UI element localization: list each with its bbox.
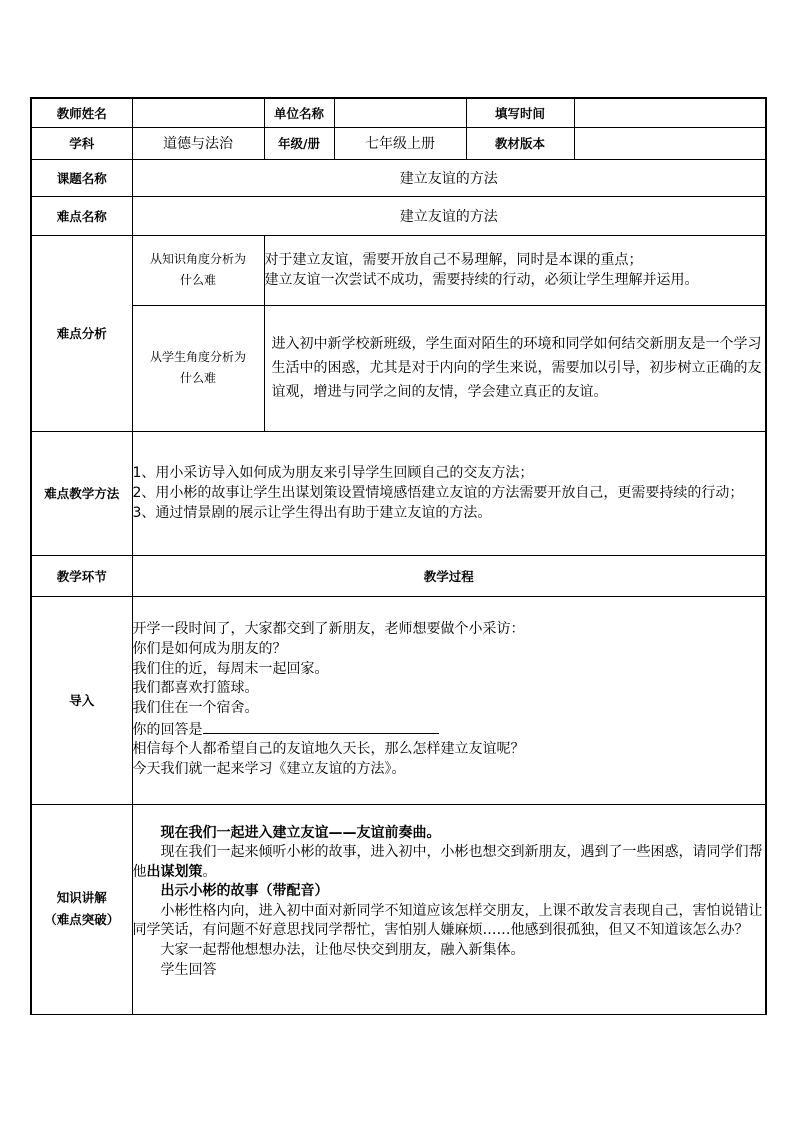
intro-line-5: 我们住在一个宿舍。 [132,700,259,716]
grade-label: 年级/册 [264,127,334,159]
methods-row [31,431,766,555]
knowledge-label [31,804,132,1014]
intro-line-3: 我们住的近，每周末一起回家。 [132,660,329,677]
knowledge-paragraph-1-text: 现在我们一起来倾听小彬的故事，进入初中，小彬也想交到新朋友，遇到了一些困惑，请同学们帮他 [132,844,763,880]
method-item-1: 1、用小采访导入如何成为朋友来引导学生回顾自己的交友方法； [132,465,534,481]
intro-content [132,596,766,804]
knowledge-angle-content [264,235,766,305]
topic-value: 建立友谊的方法 [132,159,766,196]
unit-name-label: 单位名称 [264,98,334,127]
knowledge-content [132,804,766,1014]
analysis-knowledge-row [31,235,766,305]
difficulty-label: 难点名称 [31,196,132,235]
methods-content [132,431,766,555]
teaching-process-header: 教学过程 [132,555,766,596]
edition-label: 教材版本 [466,127,574,159]
teacher-name-value[interactable] [132,98,264,127]
knowledge-angle-label-text: 从知识角度分析为什么难 [149,252,246,287]
knowledge-paragraph-1-end: 。 [202,863,217,880]
fill-date-value[interactable] [574,98,766,127]
unit-name-value[interactable] [334,98,466,127]
methods-label: 难点教学方法 [31,431,132,555]
lesson-plan-table [30,97,767,1015]
your-answer-label: 你的回答是 [132,721,203,738]
intro-line-8: 今天我们就一起来学习《建立友谊的方法》。 [132,761,406,778]
knowledge-heading-1: 现在我们一起进入建立友谊——友谊前奏曲。 [160,824,441,841]
answer-blank[interactable] [203,719,439,734]
intro-line-1: 开学一段时间了，大家都交到了新朋友，老师想要做个小采访： [132,621,525,638]
knowledge-angle-line-2: 建立友谊一次尝试不成功，需要持续的行动，必须让学生理解并运用。 [264,272,699,288]
analysis-student-row [31,305,766,431]
knowledge-paragraph-1-bold: 出谋划策 [146,863,203,880]
header-row-1 [31,98,766,127]
intro-label: 导入 [31,596,132,804]
intro-line-2: 你们是如何成为朋友的？ [132,640,287,657]
knowledge-angle-line-1: 对于建立友谊，需要开放自己不易理解，同时是本课的重点； [264,252,643,268]
knowledge-paragraph-3: 大家一起帮他想想办法，让他尽快交到朋友，融入新集体。 [160,942,525,959]
student-angle-label [132,305,264,431]
student-angle-label-text: 从学生角度分析为什么难 [149,350,246,385]
intro-line-4: 我们都喜欢打篮球。 [132,680,259,697]
subject-value: 道德与法治 [132,127,264,159]
grade-value: 七年级上册 [334,127,466,159]
knowledge-heading-2: 出示小彬的故事（带配音） [160,883,329,900]
topic-row [31,159,766,196]
knowledge-paragraph-2: 小彬性格内向，进入初中面对新同学不知道应该怎样交朋友，上课不敢发言表现自己，害怕说错让同学笑话，有问题不好意思找同学帮忙，害怕别人嫌麻烦……他感到很孤独，但又不知道该怎么办？ [132,902,763,939]
subject-label: 学科 [31,127,132,159]
difficulty-value: 建立友谊的方法 [132,196,766,235]
knowledge-label-line-1: 知识讲解 [56,890,107,905]
topic-label: 课题名称 [31,159,132,196]
analysis-label: 难点分析 [31,235,132,431]
header-row-2 [31,127,766,159]
student-angle-text: 进入初中新学校新班级，学生面对陌生的环境和同学如何结交新朋友是一个学习生活中的困惑，尤其是对于内向的学生来说，需要加以引导，初步树立正确的友谊观，增进与同学之间的友情，学会建立真正的友谊。 [271,336,762,400]
knowledge-angle-label [132,235,264,305]
edition-value[interactable] [574,127,766,159]
intro-row [31,596,766,804]
method-item-3: 3、通过情景剧的展示让学生得出有助于建立友谊的方法。 [132,505,492,521]
difficulty-row [31,196,766,235]
process-header-row [31,555,766,596]
student-angle-content [264,305,766,431]
intro-line-7: 相信每个人都希望自己的友谊地久天长，那么怎样建立友谊呢？ [132,741,525,758]
fill-date-label: 填写时间 [466,98,574,127]
method-item-2: 2、用小彬的故事让学生出谋划策设置情境感悟建立友谊的方法需要开放自己，更需要持续的行动； [132,485,744,501]
knowledge-paragraph-4: 学生回答 [160,961,217,978]
intro-line-6 [133,719,766,741]
knowledge-label-line-2: （难点突破） [44,912,120,927]
knowledge-row [31,804,766,1014]
teacher-name-label: 教师姓名 [31,98,132,127]
knowledge-paragraph-1 [133,843,766,882]
teaching-stage-header: 教学环节 [31,555,132,596]
